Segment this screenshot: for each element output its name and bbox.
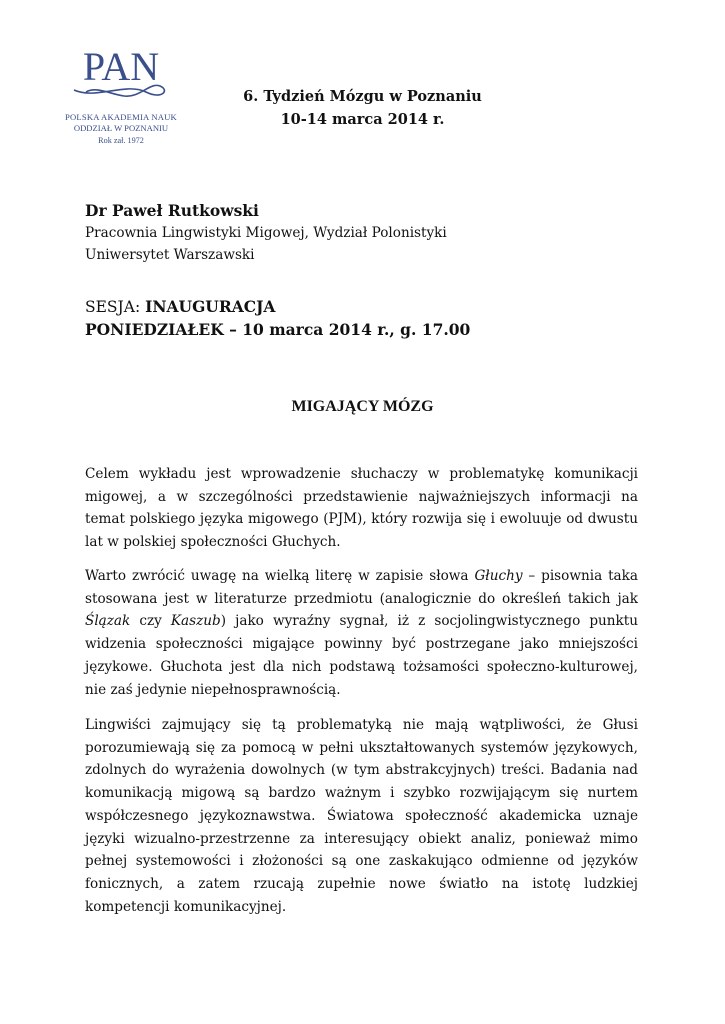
paragraph-2-text-a: Warto zwrócić uwagę na wielką literę w zapisie słowa bbox=[85, 568, 475, 584]
pan-logo bbox=[56, 46, 186, 154]
speaker-affiliation-1: Pracownia Lingwistyki Migowej, Wydział Polonistyki bbox=[85, 225, 447, 241]
talk-title: MIGAJĄCY MÓZG bbox=[291, 398, 434, 415]
paragraph-3: Lingwiści zajmujący się tą problematyką nie mają wątpliwości, że Głusi porozumiewają się za pomocą w pełni ukształtowanych systemów językowych, zdolnych do wyrażenia dowolnych (w tym abstrakcyjnych) treści. Badania nad komunikacją migową są bardzo ważnym i szybko rozwijającym się nurtem współczesnego językoznawstwa. Światowa społeczność akademicka uznaje języki wizualno-przestrzenne za interesujący obiekt analiz, ponieważ mimo pełnej systemowości i złożoności są one zaskakująco odmienne od języków fonicznych, a zatem rzucają zupełnie nowe światło na istotę ludzkiej kompetencji komunikacyjnej. bbox=[85, 717, 638, 915]
logo-line-3: Rok zał. 1972 bbox=[98, 136, 144, 145]
paragraph-2-emphasis-1: Głuchy bbox=[474, 568, 523, 584]
paragraph-2-emphasis-3: Kaszub bbox=[170, 613, 221, 630]
session-label: SESJA: bbox=[85, 298, 146, 316]
event-dates: 10-14 marca 2014 r. bbox=[280, 111, 445, 128]
paragraph-2-text-b: – pisownia taka stosowana jest w literaturze przedmiotu (analogicznie do określeń takich jak bbox=[85, 568, 638, 607]
session-line bbox=[85, 297, 275, 316]
paragraph-1: Celem wykładu jest wprowadzenie słuchaczy w problematykę komunikacji migowej, a w szczególności przedstawienie najważniejszych informacji na temat polskiego języka migowego (PJM), który rozwija się i ewoluuje od dwustu lat w polskiej społeczności Głuchych. bbox=[85, 466, 638, 551]
event-title: 6. Tydzień Mózgu w Poznaniu bbox=[243, 88, 482, 105]
paragraph-2-text-d: ) jako wyraźny sygnał, iż z socjolingwistycznego punktu widzenia społeczności migające powinny być postrzegane jako mniejszości językowe. Głuchota jest dla nich podstawą tożsamości społeczno-kulturowej, nie zaś jedynie niepełnosprawnością. bbox=[85, 613, 638, 698]
pan-emblem-icon bbox=[66, 46, 176, 108]
logo-line-2: ODDZIAŁ W POZNANIU bbox=[73, 123, 169, 133]
speaker-name: Dr Paweł Rutkowski bbox=[85, 201, 259, 220]
speaker-affiliation-2: Uniwersytet Warszawski bbox=[85, 247, 255, 263]
logo-acronym: PAN bbox=[82, 46, 160, 89]
logo-line-1: POLSKA AKADEMIA NAUK bbox=[65, 112, 177, 122]
session-datetime: PONIEDZIAŁEK – 10 marca 2014 r., g. 17.00 bbox=[85, 320, 471, 339]
paragraph-2-emphasis-2: Ślązak bbox=[85, 613, 131, 630]
paragraph-2-text-c: czy bbox=[130, 613, 171, 630]
session-name: INAUGURACJA bbox=[145, 297, 276, 316]
paragraph-2 bbox=[85, 565, 638, 701]
